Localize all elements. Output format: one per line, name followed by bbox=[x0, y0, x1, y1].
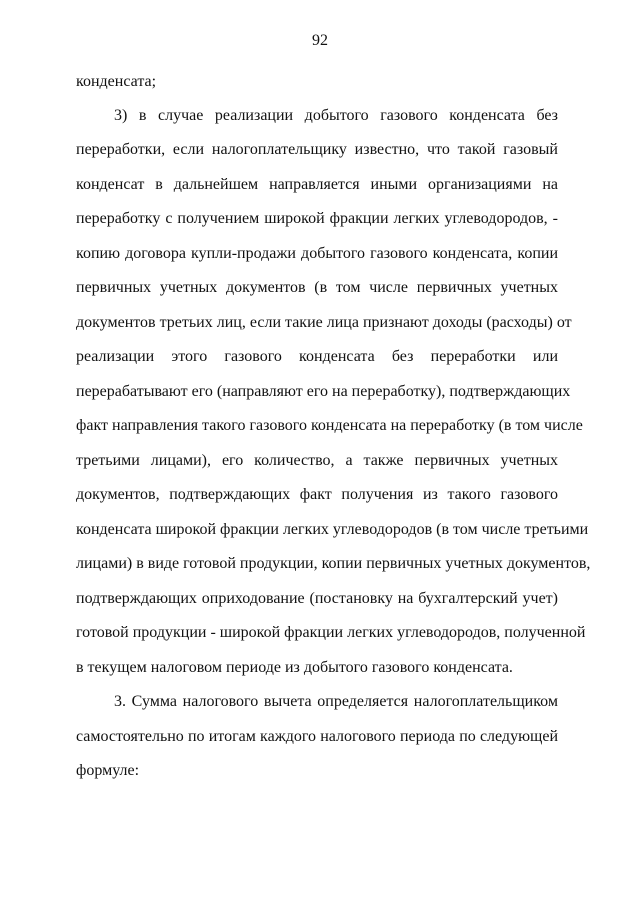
text-line: 3) в случае реализации добытого газового конденсата без bbox=[114, 107, 558, 124]
text-line: факт направления такого газового конденсата на переработку (в том числе bbox=[76, 417, 583, 434]
text-line: переработки, если налогоплательщику известно, что такой газовый bbox=[76, 141, 558, 158]
text-line: подтверждающих оприходование (постановку на бухгалтерский учет) bbox=[76, 590, 558, 607]
text-line: готовой продукции - широкой фракции легких углеводородов, полученной bbox=[76, 624, 586, 641]
text-line: реализации этого газового конденсата без переработки или bbox=[76, 348, 558, 365]
page-number: 92 bbox=[312, 32, 328, 49]
text-line: в текущем налоговом периоде из добытого газового конденсата. bbox=[76, 659, 513, 676]
text-line: перерабатывают его (направляют его на переработку), подтверждающих bbox=[76, 383, 571, 400]
text-line: конденсата широкой фракции легких углеводородов (в том числе третьими bbox=[76, 521, 589, 538]
text-line: первичных учетных документов (в том числе первичных учетных bbox=[76, 279, 558, 296]
text-line: переработку с получением широкой фракции легких углеводородов, - bbox=[76, 210, 558, 227]
text-line: копию договора купли-продажи добытого газового конденсата, копии bbox=[76, 245, 558, 262]
text-line: конденсата; bbox=[76, 73, 157, 90]
text-line: третьими лицами), его количество, а также первичных учетных bbox=[76, 452, 558, 469]
text-line: документов третьих лиц, если такие лица признают доходы (расходы) от bbox=[76, 314, 572, 331]
text-line: 3. Сумма налогового вычета определяется налогоплательщиком bbox=[114, 693, 558, 710]
text-line: формуле: bbox=[76, 762, 140, 779]
text-line: документов, подтверждающих факт получения из такого газового bbox=[76, 486, 558, 503]
text-line: самостоятельно по итогам каждого налогового периода по следующей bbox=[76, 728, 558, 745]
text-line: лицами) в виде готовой продукции, копии первичных учетных документов, bbox=[76, 555, 591, 572]
text-line: конденсат в дальнейшем направляется иными организациями на bbox=[76, 176, 558, 193]
